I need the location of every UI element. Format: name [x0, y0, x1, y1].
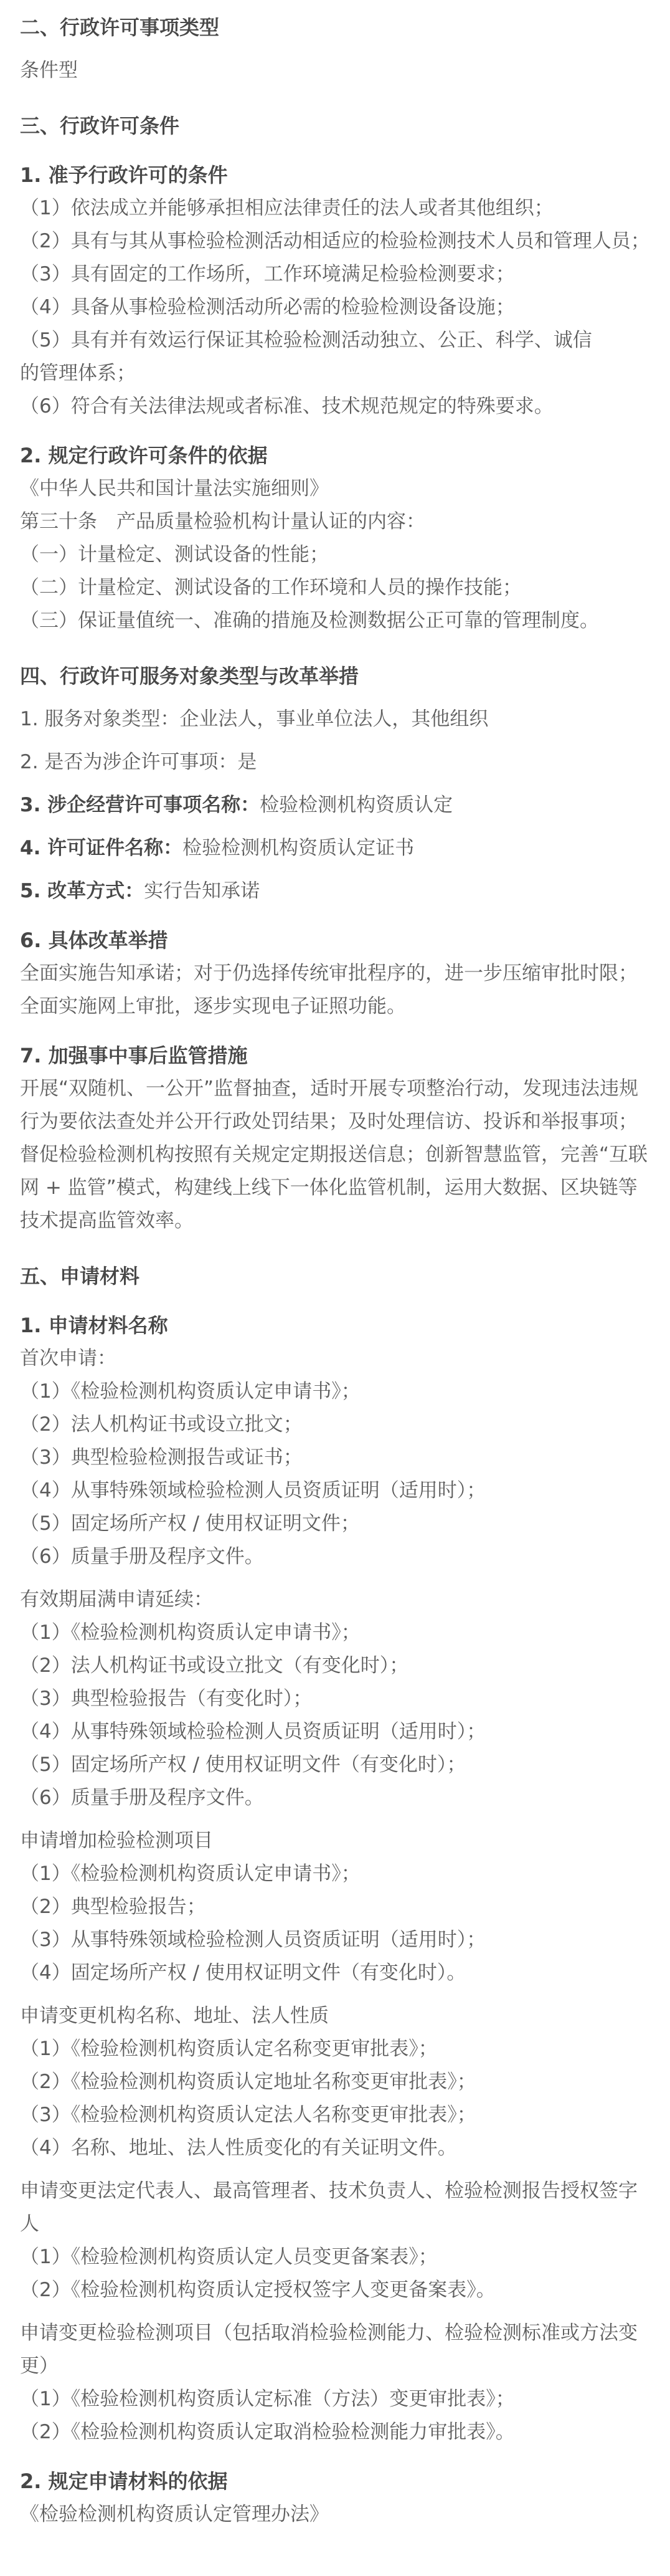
field-value: 实行告知承诺 — [144, 880, 260, 902]
text-line: （2）法人机构证书或设立批文（有变化时）； — [20, 1654, 409, 1677]
text-line: （1）《检验检测机构资质认定标准（方法）变更审批表》； — [20, 2388, 515, 2410]
text-line: （4）具备从事检验检测活动所必需的检验检测设备设施； — [20, 296, 515, 318]
section-heading: 三、行政许可条件 — [20, 114, 180, 138]
section — [20, 660, 650, 1238]
subsection-heading: 2. 规定申请材料的依据 — [20, 2469, 228, 2493]
text-line: （2）《检验检测机构资质认定地址名称变更审批表》； — [20, 2071, 476, 2093]
section-body — [20, 703, 650, 1238]
section-heading: 四、行政许可服务对象类型与改革举措 — [20, 664, 359, 688]
text-line: （3）从事特殊领域检验检测人员资质证明（适用时）； — [20, 1929, 486, 1951]
text-line: （3）典型检验报告（有变化时）； — [20, 1687, 313, 1710]
text-line: （二）计量检定、测试设备的工作环境和人员的操作技能； — [20, 576, 522, 599]
text-line: （2）法人机构证书或设立批文； — [20, 1413, 303, 1436]
text-line: （1）《检验检测机构资质认定申请书》； — [20, 1621, 361, 1644]
field-value: 检验检测机构资质认定证书 — [182, 837, 415, 859]
text-line: （6）符合有关法律法规或者标准、技术规范规定的特殊要求。 — [20, 395, 554, 417]
paragraph-group — [20, 2175, 650, 2307]
text-line: （1）《检验检测机构资质认定人员变更备案表》； — [20, 2246, 438, 2268]
text-line: 《检验检测机构资质认定管理办法》 — [20, 2503, 329, 2526]
key-value-line — [20, 875, 650, 908]
text-line: 首次申请： — [20, 1347, 116, 1370]
text-line: （4）从事特殊领域检验检测人员资质证明（适用时）； — [20, 1720, 486, 1743]
paragraph-group — [20, 2317, 650, 2449]
text-line: （1）《检验检测机构资质认定申请书》； — [20, 1380, 361, 1403]
text-line: （6）质量手册及程序文件。 — [20, 1787, 264, 1809]
paragraph-group — [20, 2000, 650, 2165]
text-line: 《中华人民共和国计量法实施细则》 — [20, 477, 329, 500]
section-heading: 二、行政许可事项类型 — [20, 16, 220, 39]
text-line: （3）具有固定的工作场所，工作环境满足检验检测要求； — [20, 263, 515, 285]
text-line: （三）保证量值统一、准确的措施及检测数据公正可靠的管理制度。 — [20, 609, 599, 632]
section-heading: 五、申请材料 — [20, 1264, 140, 1288]
text-line: 申请变更检验检测项目（包括取消检验检测能力、检验检测标准或方法变更） — [20, 2322, 638, 2377]
key-value-line — [20, 832, 650, 865]
text-line: 申请变更机构名称、地址、法人性质 — [20, 2005, 329, 2027]
text-line: 2. 是否为涉企许可事项：是 — [20, 751, 257, 773]
paragraph-group — [20, 746, 650, 779]
text-line: （3）《检验检测机构资质认定法人名称变更审批表》； — [20, 2104, 476, 2126]
text-line: （4）从事特殊领域检验检测人员资质证明（适用时）； — [20, 1479, 486, 1502]
subsection-heading: 1. 准予行政许可的条件 — [20, 163, 228, 187]
paragraph-group — [20, 1583, 650, 1815]
text-line: 1. 服务对象类型：企业法人，事业单位法人，其他组织 — [20, 708, 489, 730]
text-line: （2）《检验检测机构资质认定授权签字人变更备案表》。 — [20, 2279, 496, 2301]
section-body — [20, 54, 650, 87]
text-line: （5）固定场所产权 / 使用权证明文件（有变化时）； — [20, 1753, 466, 1776]
section — [20, 110, 650, 637]
text-line: 条件型 — [20, 59, 78, 82]
section — [20, 11, 650, 87]
field-value: 检验检测机构资质认定 — [260, 794, 453, 816]
subsection-heading: 2. 规定行政许可条件的依据 — [20, 444, 268, 467]
key-value-line — [20, 789, 650, 822]
text-line: （1）《检验检测机构资质认定名称变更审批表》； — [20, 2038, 438, 2060]
text-line: 的管理体系； — [20, 362, 136, 384]
field-label: 5. 改革方式： — [20, 880, 144, 902]
subsection-heading: 1. 申请材料名称 — [20, 1314, 168, 1337]
paragraph-group — [20, 192, 650, 423]
text-line: 申请变更法定代表人、最高管理者、技术负责人、检验检测报告授权签字人 — [20, 2180, 638, 2235]
paragraph-group — [20, 54, 650, 87]
text-line: （6）质量手册及程序文件。 — [20, 1545, 264, 1568]
text-line: （3）典型检验检测报告或证书； — [20, 1446, 303, 1469]
paragraph: 全面实施告知承诺；对于仍选择传统审批程序的，进一步压缩审批时限；全面实施网上审批，逐步实现电子证照功能。 — [20, 962, 638, 1018]
text-line: （4）名称、地址、法人性质变化的有关证明文件。 — [20, 2137, 457, 2159]
paragraph-group — [20, 957, 650, 1023]
text-line: （1）依法成立并能够承担相应法律责任的法人或者其他组织； — [20, 197, 554, 219]
text-line: 第三十条 产品质量检验机构计量认证的内容： — [20, 510, 425, 533]
paragraph: 开展“双随机、一公开”监督抽查，适时开展专项整治行动，发现违法违规行为要依法查处并公开行政处罚结果；及时处理信访、投诉和举报事项；督促检验检测机构按照有关规定定期报送信息；创新智慧监管，完善“互联网 + 监管”模式，构建线上线下一体化监管机制，运用大数据、区块链等技术提高监管效率。 — [20, 1077, 648, 1232]
field-label: 3. 涉企经营许可事项名称： — [20, 794, 260, 816]
text-line: （4）固定场所产权 / 使用权证明文件（有变化时）。 — [20, 1962, 466, 1984]
text-line: （5）具有并有效运行保证其检验检测活动独立、公正、科学、诚信 — [20, 329, 592, 351]
paragraph-group — [20, 1342, 650, 1573]
paragraph-group — [20, 703, 650, 736]
section-body — [20, 1309, 650, 2531]
text-line: 有效期届满申请延续： — [20, 1588, 213, 1611]
paragraph-group — [20, 2498, 650, 2531]
text-line: （一）计量检定、测试设备的性能； — [20, 543, 329, 566]
text-line: （2）具有与其从事检验检测活动相适应的检验检测技术人员和管理人员； — [20, 230, 650, 252]
field-label: 4. 许可证件名称： — [20, 837, 183, 859]
text-line: 申请增加检验检测项目 — [20, 1829, 213, 1852]
paragraph-group — [20, 472, 650, 637]
text-line: （1）《检验检测机构资质认定申请书》； — [20, 1863, 361, 1885]
section-body — [20, 159, 650, 637]
text-line: （2）《检验检测机构资质认定取消检验检测能力审批表》。 — [20, 2421, 515, 2443]
paragraph-group — [20, 1825, 650, 1990]
text-line: （5）固定场所产权 / 使用权证明文件； — [20, 1512, 360, 1535]
subsection-heading: 6. 具体改革举措 — [20, 928, 168, 952]
section — [20, 1260, 650, 2531]
text-line: （2）典型检验报告； — [20, 1896, 206, 1918]
subsection-heading: 7. 加强事中事后监管措施 — [20, 1044, 248, 1067]
paragraph-group — [20, 1072, 650, 1238]
